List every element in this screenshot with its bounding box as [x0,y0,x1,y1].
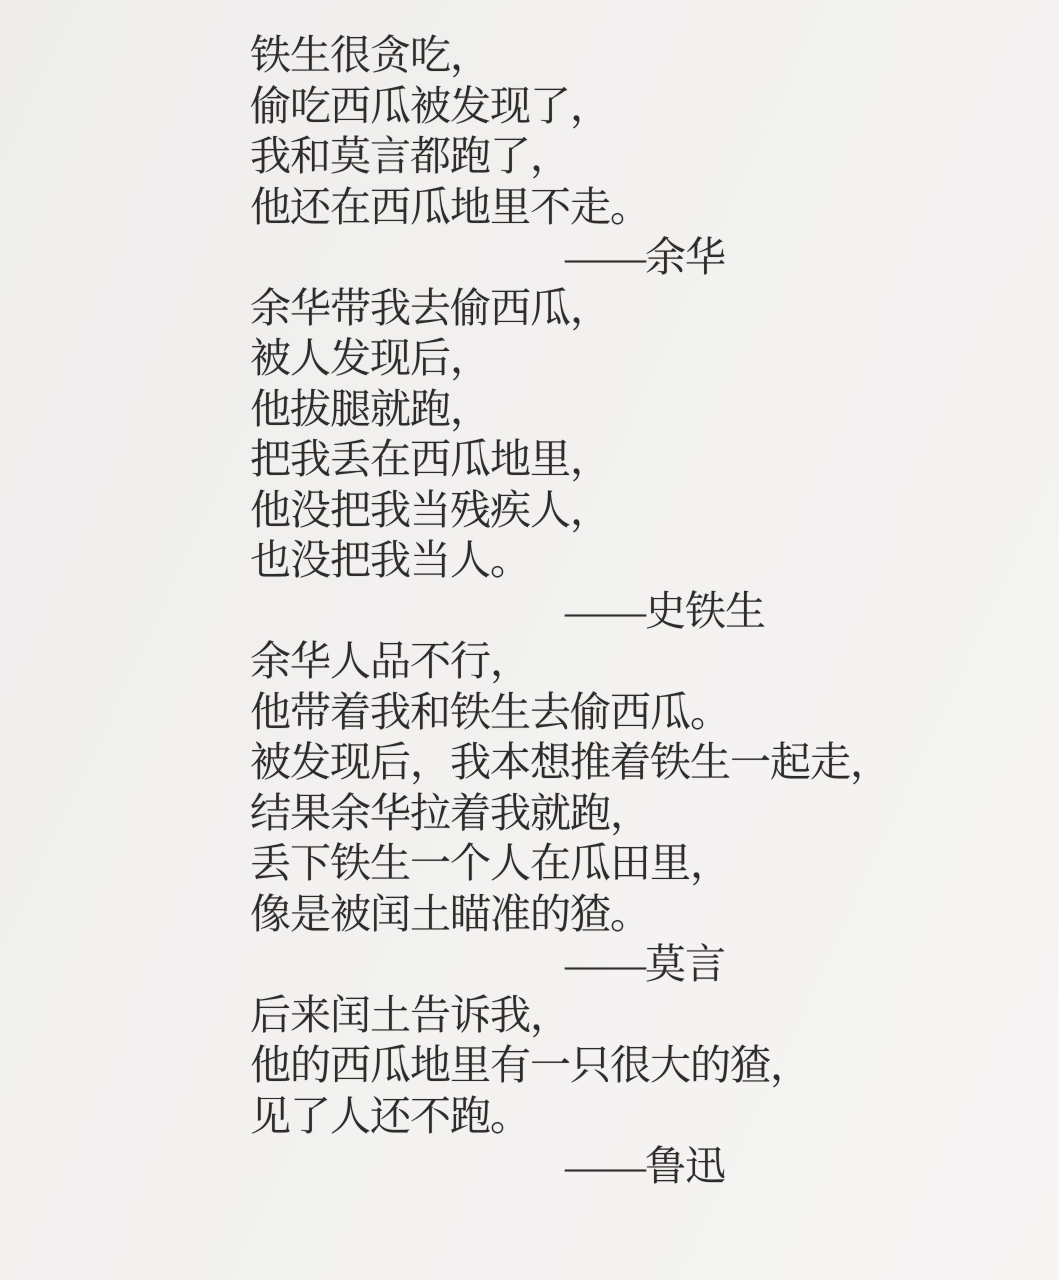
quote-line: 结果余华拉着我就跑， [250,789,650,836]
quote-line: 铁生很贪吃， [250,32,490,78]
author-signature-mo-yan: ——莫言 [565,941,725,987]
quote-line: 见了人还不跑。 [250,1092,530,1139]
quote-section-yu-hua [250,30,1059,283]
quote-line: 余华人品不行， [250,638,530,684]
quote-line: 像是被闰土瞄准的猹。 [250,890,650,937]
quote-section-lu-xun [250,990,1059,1192]
author-signature-yu-hua: ——余华 [565,234,725,280]
quote-line: 把我丢在西瓜地里， [250,436,610,482]
quote-line: 他的西瓜地里有一只很大的猹， [250,1042,810,1088]
quote-line: 偷吃西瓜被发现了， [250,82,610,129]
quote-line: 后来闰土告诉我， [250,991,570,1038]
author-signature-lu-xun: ——鲁迅 [565,1143,725,1189]
quote-line: 他拔腿就跑， [250,385,490,432]
quote-line: 余华带我去偷西瓜， [250,284,610,331]
quote-line: 他带着我和铁生去偷西瓜。 [250,688,730,735]
author-signature-shi-tiesheng: ——史铁生 [565,587,765,634]
quote-line: 丢下铁生一个人在瓜田里， [250,840,730,886]
quote-line: 他还在西瓜地里不走。 [250,183,650,230]
quote-line: 被人发现后， [250,335,490,381]
quote-line: 被发现后，我本想推着铁生一起走， [250,739,890,785]
quote-section-shi-tiesheng [250,283,1059,637]
quote-line: 也没把我当人。 [250,537,530,583]
quote-section-mo-yan [250,636,1059,990]
quote-line: 我和莫言都跑了， [250,133,570,179]
quote-line: 他没把我当残疾人， [250,486,610,533]
